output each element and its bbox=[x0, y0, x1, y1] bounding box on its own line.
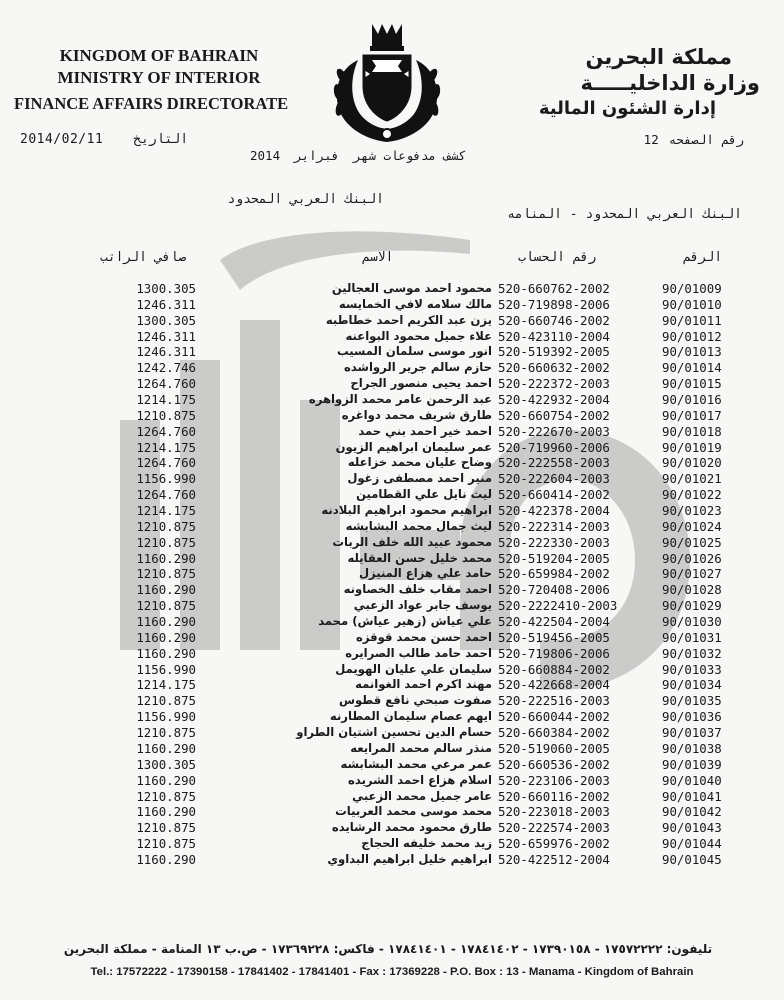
table-row bbox=[0, 519, 784, 535]
name-cell: عمر مرعي محمد البشابشه bbox=[340, 756, 492, 771]
salary-cell: 1264.760 bbox=[136, 423, 196, 439]
table-row bbox=[0, 693, 784, 709]
page-number-value: 12 bbox=[643, 132, 659, 147]
table-row bbox=[0, 313, 784, 329]
account-cell: 520-422504-2004 bbox=[498, 614, 610, 630]
salary-cell: 1210.875 bbox=[136, 534, 196, 550]
table-row bbox=[0, 677, 784, 693]
table-row bbox=[0, 408, 784, 424]
name-cell: ليث نايل علي القطامين bbox=[356, 487, 492, 502]
account-cell: 520-519456-2005 bbox=[498, 629, 610, 645]
account-cell: 520-660116-2002 bbox=[498, 788, 610, 804]
statement-title-text: كشف مدفوعات شهر bbox=[353, 148, 467, 163]
number-cell: 90/01016 bbox=[662, 392, 722, 408]
account-cell: 520-660536-2002 bbox=[498, 756, 610, 772]
salary-cell: 1264.760 bbox=[136, 376, 196, 392]
name-cell: وضاح عليان محمد خزاعله bbox=[347, 455, 492, 470]
table-row bbox=[0, 709, 784, 725]
salary-cell: 1210.875 bbox=[136, 598, 196, 614]
salary-cell: 1214.175 bbox=[136, 439, 196, 455]
salary-cell: 1300.305 bbox=[136, 281, 196, 296]
number-cell: 90/01010 bbox=[662, 296, 722, 312]
account-cell: 520-719898-2006 bbox=[498, 296, 610, 312]
header-ar-ministry: وزارة الداخليـــــة bbox=[580, 71, 760, 95]
table-row bbox=[0, 773, 784, 789]
salary-cell: 1210.875 bbox=[136, 518, 196, 534]
table-row bbox=[0, 614, 784, 630]
name-cell: احمد يحيى منصور الجراح bbox=[350, 376, 492, 391]
table-row bbox=[0, 392, 784, 408]
salary-cell: 1160.290 bbox=[136, 550, 196, 566]
name-cell: علاء جميل محمود البواعنه bbox=[345, 328, 492, 343]
table-row bbox=[0, 646, 784, 662]
name-cell: احمد مقاب خلف الخصاونه bbox=[343, 582, 492, 597]
header-english bbox=[14, 45, 314, 115]
column-header-account: رقم الحساب bbox=[518, 250, 597, 265]
header-arabic bbox=[460, 44, 760, 122]
salary-cell: 1210.875 bbox=[136, 725, 196, 741]
page-number bbox=[644, 132, 744, 147]
account-cell: 520-659976-2002 bbox=[498, 836, 610, 852]
salary-cell: 1214.175 bbox=[136, 392, 196, 408]
account-cell: 520-660414-2002 bbox=[498, 487, 610, 503]
number-cell: 90/01021 bbox=[662, 471, 722, 487]
account-cell: 520-659984-2002 bbox=[498, 566, 610, 582]
number-cell: 90/01018 bbox=[662, 423, 722, 439]
number-cell: 90/01011 bbox=[662, 312, 722, 328]
account-cell: 520-222670-2003 bbox=[498, 423, 610, 439]
account-cell: 520-223018-2003 bbox=[498, 804, 610, 820]
number-cell: 90/01044 bbox=[662, 836, 722, 852]
number-cell: 90/01038 bbox=[662, 740, 722, 756]
name-cell: ابراهيم محمود ابراهيم البلادنه bbox=[321, 503, 492, 518]
account-cell: 520-222558-2003 bbox=[498, 455, 610, 471]
salary-cell: 1300.305 bbox=[136, 756, 196, 772]
ministry-emblem-icon bbox=[328, 20, 446, 148]
header-en-directorate: FINANCE AFFAIRS DIRECTORATE bbox=[14, 94, 289, 113]
table-row bbox=[0, 487, 784, 503]
number-cell: 90/01032 bbox=[662, 645, 722, 661]
account-cell: 520-422378-2004 bbox=[498, 503, 610, 519]
table-row bbox=[0, 344, 784, 360]
number-cell: 90/01045 bbox=[662, 851, 722, 867]
name-cell: محمد خليل حسن العقايله bbox=[347, 550, 492, 565]
name-cell: احمد خير احمد بني حمد bbox=[358, 423, 492, 438]
number-cell: 90/01015 bbox=[662, 376, 722, 392]
statement-month: فبراير bbox=[294, 148, 340, 163]
salary-cell: 1160.290 bbox=[136, 629, 196, 645]
number-cell: 90/01024 bbox=[662, 518, 722, 534]
account-cell: 520-519204-2005 bbox=[498, 550, 610, 566]
salary-cell: 1156.990 bbox=[136, 471, 196, 487]
name-cell: حازم سالم جرير الرواشده bbox=[344, 360, 492, 375]
name-cell: احمد حامد طالب الصرايره bbox=[345, 645, 492, 660]
table-row bbox=[0, 329, 784, 345]
salary-cell: 1210.875 bbox=[136, 693, 196, 709]
salary-cell: 1300.305 bbox=[136, 312, 196, 328]
account-cell: 520-422512-2004 bbox=[498, 851, 610, 867]
document-date bbox=[20, 132, 188, 147]
number-cell: 90/01039 bbox=[662, 756, 722, 772]
salary-cell: 1156.990 bbox=[136, 661, 196, 677]
table-row bbox=[0, 551, 784, 567]
salary-cell: 1210.875 bbox=[136, 820, 196, 836]
account-cell: 520-2222410-2003 bbox=[498, 598, 618, 614]
number-cell: 90/01012 bbox=[662, 328, 722, 344]
table-row bbox=[0, 725, 784, 741]
column-header-name: الاسم bbox=[362, 250, 394, 265]
salary-cell: 1156.990 bbox=[136, 709, 196, 725]
table-row bbox=[0, 471, 784, 487]
table-row bbox=[0, 566, 784, 582]
name-cell: ابراهيم خليل ابراهيم البداوي bbox=[327, 851, 492, 866]
account-cell: 520-720408-2006 bbox=[498, 582, 610, 598]
number-cell: 90/01028 bbox=[662, 582, 722, 598]
salary-cell: 1210.875 bbox=[136, 836, 196, 852]
table-row bbox=[0, 820, 784, 836]
salary-cell: 1264.760 bbox=[136, 455, 196, 471]
name-cell: عمر سليمان ابراهيم الزيون bbox=[335, 439, 492, 454]
number-cell: 90/01019 bbox=[662, 439, 722, 455]
account-cell: 520-223106-2003 bbox=[498, 772, 610, 788]
table-row bbox=[0, 582, 784, 598]
number-cell: 90/01043 bbox=[662, 820, 722, 836]
salary-cell: 1210.875 bbox=[136, 788, 196, 804]
table-row bbox=[0, 535, 784, 551]
account-cell: 520-222314-2003 bbox=[498, 518, 610, 534]
account-cell: 520-222574-2003 bbox=[498, 820, 610, 836]
page-number-label: رقم الصفحه bbox=[668, 132, 744, 147]
name-cell: مالك سلامه لافي الخمايسه bbox=[338, 296, 492, 311]
salary-cell: 1160.290 bbox=[136, 582, 196, 598]
name-cell: منذر سالم محمد المرايعه bbox=[350, 740, 492, 755]
number-cell: 90/01017 bbox=[662, 407, 722, 423]
name-cell: انور موسى سلمان المسيب bbox=[336, 344, 492, 359]
name-cell: علي عياش (زهير عياش) محمد bbox=[318, 614, 492, 629]
table-row bbox=[0, 630, 784, 646]
account-cell: 520-660754-2002 bbox=[498, 407, 610, 423]
number-cell: 90/01036 bbox=[662, 709, 722, 725]
column-header-number: الرقم bbox=[683, 250, 723, 265]
account-cell: 520-719806-2006 bbox=[498, 645, 610, 661]
account-cell: 520-660884-2002 bbox=[498, 661, 610, 677]
account-cell: 520-222372-2003 bbox=[498, 376, 610, 392]
name-cell: يزن عبد الكريم احمد خطاطبه bbox=[325, 312, 492, 327]
name-cell: منير احمد مصطفى زغول bbox=[347, 471, 492, 486]
number-cell: 90/01009 bbox=[662, 281, 722, 296]
statement-year: 2014 bbox=[250, 148, 281, 163]
number-cell: 90/01035 bbox=[662, 693, 722, 709]
name-cell: عبد الرحمن عامر محمد الزواهره bbox=[308, 392, 492, 407]
account-cell: 520-423110-2004 bbox=[498, 328, 610, 344]
bank-branch: البنك العربي المحدود - المنامه bbox=[507, 207, 742, 222]
account-cell: 520-660044-2002 bbox=[498, 709, 610, 725]
table-row bbox=[0, 789, 784, 805]
number-cell: 90/01034 bbox=[662, 677, 722, 693]
name-cell: حسام الدين تحسين اشتيان الطراو bbox=[296, 725, 492, 740]
salary-cell: 1246.311 bbox=[136, 344, 196, 360]
salary-cell: 1160.290 bbox=[136, 772, 196, 788]
account-cell: 520-660384-2002 bbox=[498, 725, 610, 741]
footer-contact-arabic: تليفون: ١٧٥٧٢٢٢٢ - ١٧٣٩٠١٥٨ - ١٧٨٤١٤٠٢ - ١٧٨٤١٤٠١ - فاكس: ١٧٣٦٩٢٢٨ - ص.ب ١٣ المنامة - مملكة البحرين bbox=[63, 942, 713, 956]
number-cell: 90/01040 bbox=[662, 772, 722, 788]
salary-cell: 1264.760 bbox=[136, 487, 196, 503]
name-cell: مهند اكرم احمد الغوانمه bbox=[355, 677, 492, 692]
table-row bbox=[0, 757, 784, 773]
name-cell: صفوت صبحي نافع قطوس bbox=[339, 693, 492, 708]
table-row bbox=[0, 852, 784, 868]
number-cell: 90/01033 bbox=[662, 661, 722, 677]
account-cell: 520-519392-2005 bbox=[498, 344, 610, 360]
account-cell: 520-222516-2003 bbox=[498, 693, 610, 709]
table-row bbox=[0, 662, 784, 678]
table-row bbox=[0, 424, 784, 440]
name-cell: سليمان علي عليان الهويمل bbox=[335, 661, 492, 676]
salary-cell: 1160.290 bbox=[136, 740, 196, 756]
header-en-ministry: MINISTRY OF INTERIOR bbox=[57, 68, 261, 87]
salary-cell: 1160.290 bbox=[136, 614, 196, 630]
number-cell: 90/01025 bbox=[662, 534, 722, 550]
table-row bbox=[0, 598, 784, 614]
name-cell: محمود عبيد الله خلف الربات bbox=[332, 534, 492, 549]
number-cell: 90/01037 bbox=[662, 725, 722, 741]
column-header-salary: صافي الراتب bbox=[100, 250, 187, 265]
number-cell: 90/01027 bbox=[662, 566, 722, 582]
number-cell: 90/01031 bbox=[662, 629, 722, 645]
table-row bbox=[0, 281, 784, 297]
name-cell: حامد علي هزاع المنيزل bbox=[358, 566, 492, 581]
salary-cell: 1214.175 bbox=[136, 677, 196, 693]
salary-cell: 1160.290 bbox=[136, 645, 196, 661]
header-ar-directorate: إدارة الشئون المالية bbox=[538, 98, 716, 119]
date-value: 2014/02/11 bbox=[20, 132, 104, 147]
table-row bbox=[0, 455, 784, 471]
account-cell: 520-422932-2004 bbox=[498, 392, 610, 408]
table-row bbox=[0, 376, 784, 392]
name-cell: طارق شريف محمد دواغره bbox=[341, 407, 492, 422]
number-cell: 90/01042 bbox=[662, 804, 722, 820]
account-cell: 520-222604-2003 bbox=[498, 471, 610, 487]
account-cell: 520-222330-2003 bbox=[498, 534, 610, 550]
payment-table bbox=[0, 281, 784, 868]
name-cell: احمد حسن محمد قوقزه bbox=[355, 629, 492, 644]
header-en-kingdom: KINGDOM OF BAHRAIN bbox=[59, 46, 259, 65]
statement-title bbox=[250, 148, 466, 163]
account-cell: 520-660746-2002 bbox=[498, 312, 610, 328]
table-row bbox=[0, 360, 784, 376]
number-cell: 90/01020 bbox=[662, 455, 722, 471]
salary-cell: 1210.875 bbox=[136, 407, 196, 423]
salary-cell: 1214.175 bbox=[136, 503, 196, 519]
account-cell: 520-519060-2005 bbox=[498, 740, 610, 756]
account-cell: 520-660632-2002 bbox=[498, 360, 610, 376]
name-cell: محمود احمد موسى العجالين bbox=[331, 281, 492, 295]
name-cell: ليث جمال محمد البشابشه bbox=[345, 518, 492, 533]
footer-contact-english: Tel.: 17572222 - 17390158 - 17841402 - 17841401 - Fax : 17369228 - P.O. Box : 13 - Manama - Kingdom of Bahrain bbox=[90, 966, 694, 978]
account-cell: 520-660762-2002 bbox=[498, 281, 610, 296]
number-cell: 90/01030 bbox=[662, 614, 722, 630]
table-row bbox=[0, 297, 784, 313]
bank-name: البنك العربي المحدود bbox=[227, 192, 384, 207]
salary-cell: 1246.311 bbox=[136, 296, 196, 312]
account-cell: 520-422668-2004 bbox=[498, 677, 610, 693]
number-cell: 90/01014 bbox=[662, 360, 722, 376]
table-row bbox=[0, 440, 784, 456]
name-cell: ايهم عصام سليمان المطارنه bbox=[329, 709, 492, 724]
salary-cell: 1242.746 bbox=[136, 360, 196, 376]
name-cell: يوسف جابر عواد الزعبي bbox=[353, 598, 492, 613]
number-cell: 90/01022 bbox=[662, 487, 722, 503]
number-cell: 90/01013 bbox=[662, 344, 722, 360]
table-header bbox=[0, 250, 784, 268]
name-cell: اسلام هزاع احمد الشريده bbox=[348, 772, 492, 787]
salary-cell: 1160.290 bbox=[136, 851, 196, 867]
number-cell: 90/01029 bbox=[662, 598, 722, 614]
number-cell: 90/01041 bbox=[662, 788, 722, 804]
name-cell: طارق محمود محمد الرشايده bbox=[331, 820, 492, 835]
table-row bbox=[0, 804, 784, 820]
table-row bbox=[0, 836, 784, 852]
salary-cell: 1160.290 bbox=[136, 804, 196, 820]
date-label: التاريخ bbox=[133, 132, 189, 147]
header-ar-kingdom: مملكة البحرين bbox=[585, 45, 732, 69]
name-cell: زيد محمد خليفه الحجاج bbox=[361, 836, 492, 851]
table-row bbox=[0, 741, 784, 757]
salary-cell: 1246.311 bbox=[136, 328, 196, 344]
number-cell: 90/01026 bbox=[662, 550, 722, 566]
name-cell: محمد موسى محمد العربيات bbox=[335, 804, 492, 819]
number-cell: 90/01023 bbox=[662, 503, 722, 519]
salary-cell: 1210.875 bbox=[136, 566, 196, 582]
account-cell: 520-719960-2006 bbox=[498, 439, 610, 455]
table-row bbox=[0, 503, 784, 519]
name-cell: عامر جميل محمد الزعبي bbox=[352, 788, 492, 803]
